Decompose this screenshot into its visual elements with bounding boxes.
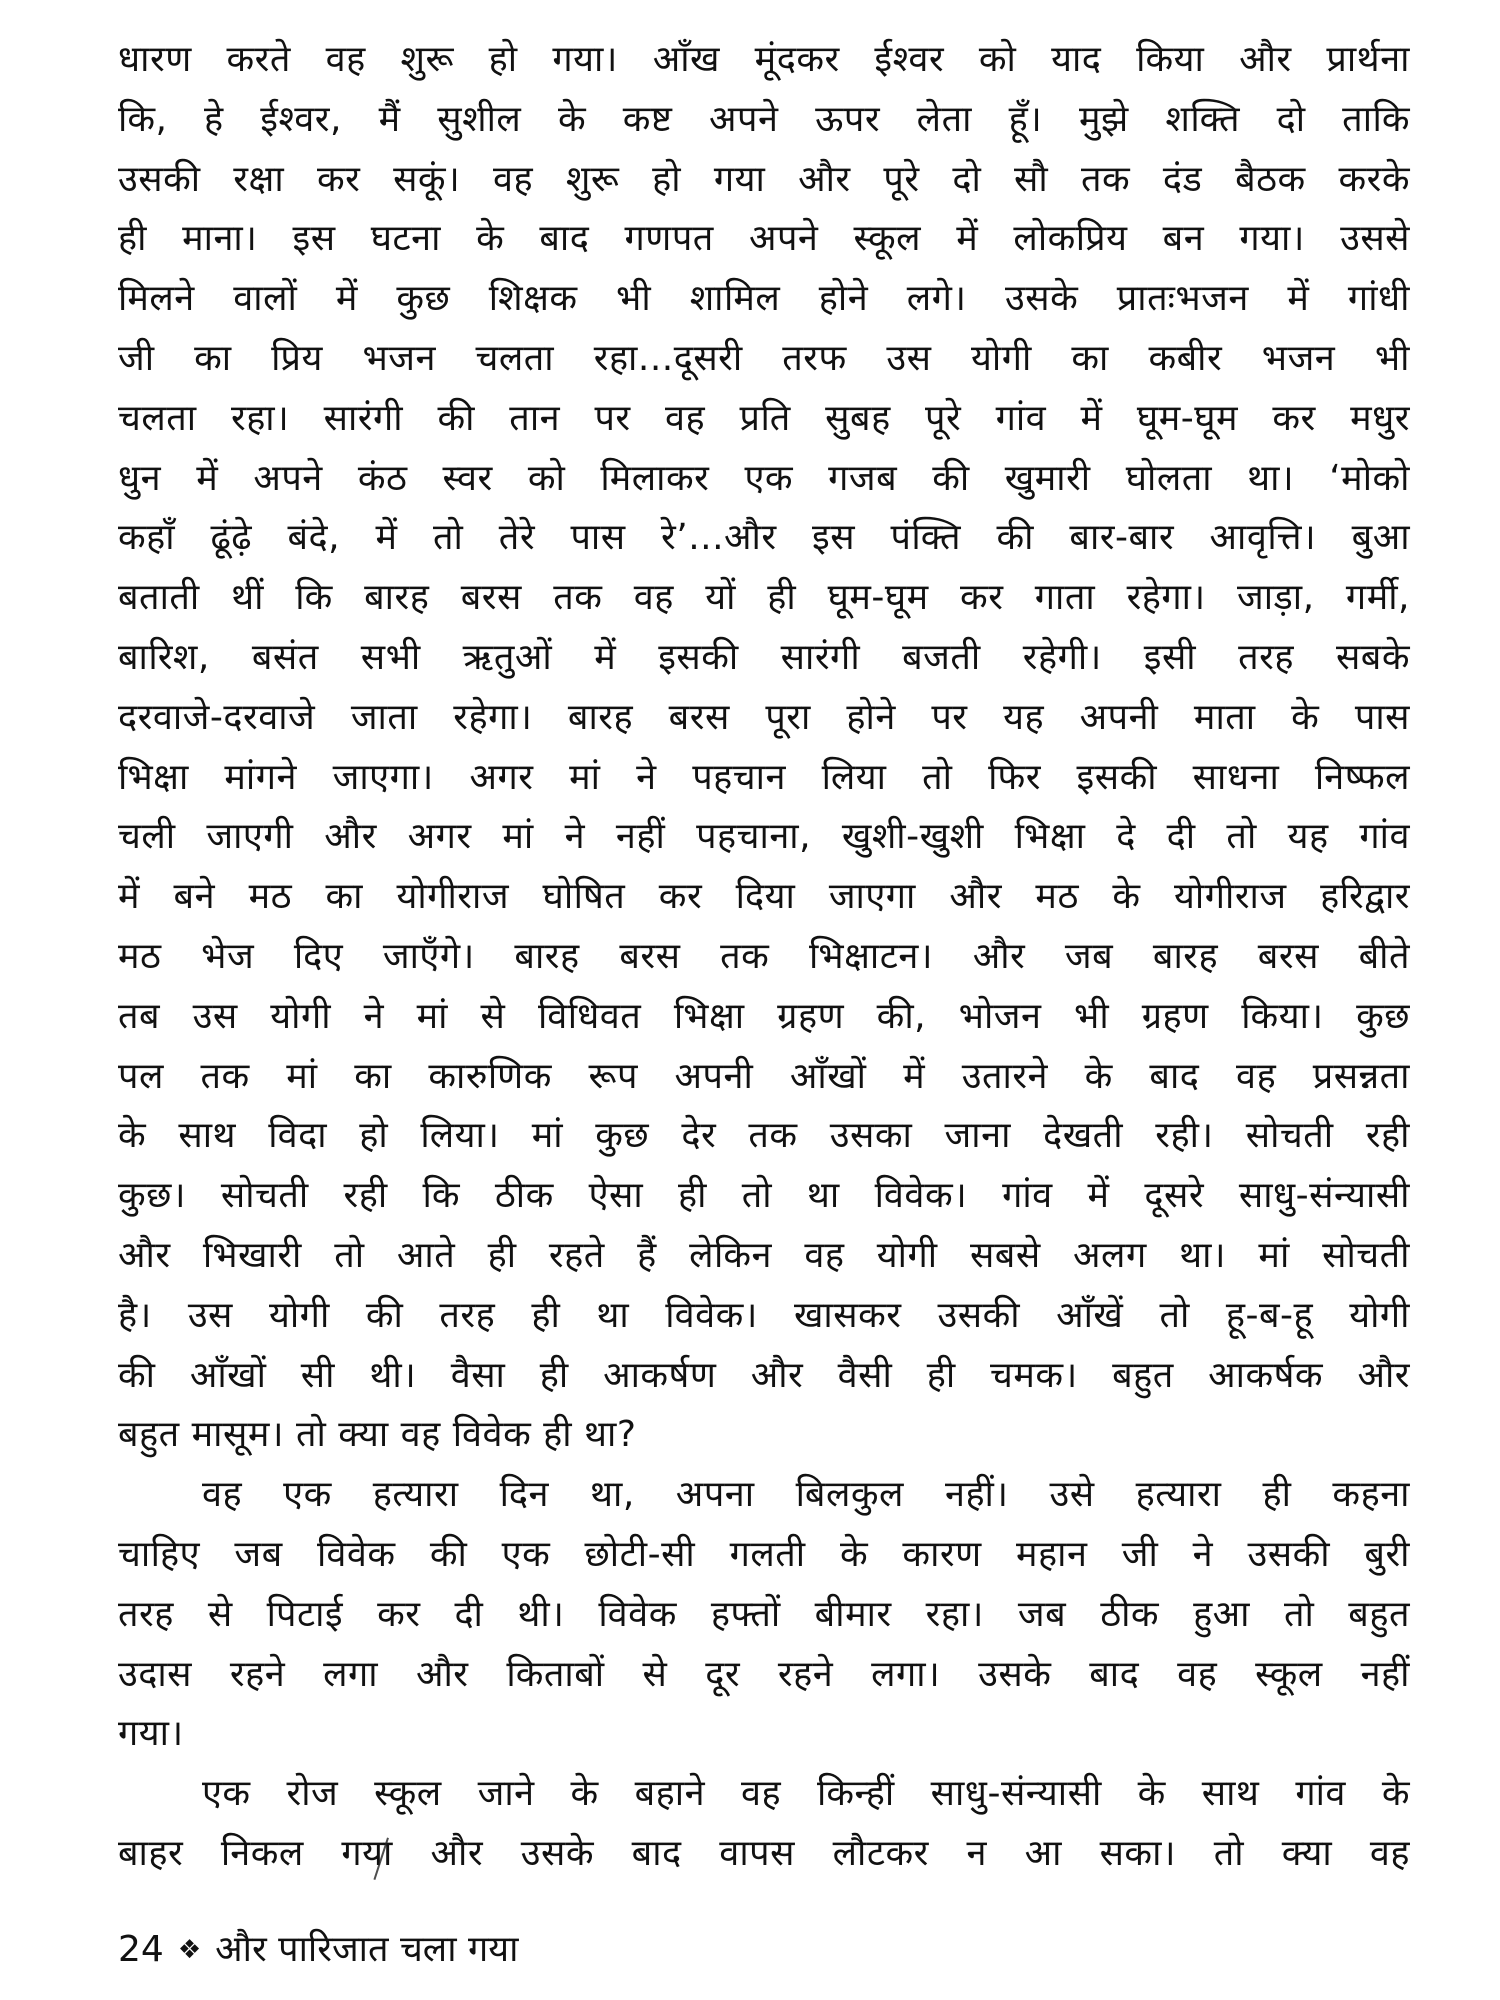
- text-line: और भिखारी तो आते ही रहते हैं लेकिन वह योगी सबसे अलग था। मां सोचती: [118, 1234, 1410, 1276]
- text-line: कहाँ ढूंढ़े बंदे, में तो तेरे पास रे’...और इस पंक्ति की बार-बार आवृत्ति। बुआ: [118, 517, 1410, 559]
- text-line: मिलने वालों में कुछ शिक्षक भी शामिल होने लगे। उसके प्रातःभजन में गांधी: [118, 278, 1410, 320]
- text-line: चली जाएगी और अगर मां ने नहीं पहचाना, खुशी-खुशी भिक्षा दे दी तो यह गांव: [118, 816, 1410, 858]
- text-line: पल तक मां का कारुणिक रूप अपनी आँखों में उतारने के बाद वह प्रसन्नता: [118, 1055, 1410, 1097]
- text-line: मठ भेज दिए जाएँगे। बारह बरस तक भिक्षाटन। और जब बारह बरस बीते: [118, 935, 1410, 977]
- text-line: उसकी रक्षा कर सकूं। वह शुरू हो गया और पूरे दो सौ तक दंड बैठक करके: [118, 158, 1410, 200]
- text-line: तब उस योगी ने मां से विधिवत भिक्षा ग्रहण की, भोजन भी ग्रहण किया। कुछ: [118, 995, 1410, 1037]
- text-line: बताती थीं कि बारह बरस तक वह यों ही घूम-घूम कर गाता रहेगा। जाड़ा, गर्मी,: [118, 577, 1410, 619]
- text-line: भिक्षा मांगने जाएगा। अगर मां ने पहचान लिया तो फिर इसकी साधना निष्फल: [118, 756, 1410, 798]
- text-line: में बने मठ का योगीराज घोषित कर दिया जाएगा और मठ के योगीराज हरिद्वार: [118, 876, 1410, 918]
- text-line: है। उस योगी की तरह ही था विवेक। खासकर उसकी आँखें तो हू-ब-हू योगी: [118, 1294, 1410, 1336]
- text-line: चलता रहा। सारंगी की तान पर वह प्रति सुबह पूरे गांव में घूम-घूम कर मधुर: [118, 397, 1410, 439]
- text-line: बारिश, बसंत सभी ऋतुओं में इसकी सारंगी बजती रहेगी। इसी तरह सबके: [118, 636, 1410, 678]
- document-page: [118, 30, 1410, 2000]
- text-line: कि, हे ईश्वर, मैं सुशील के कष्ट अपने ऊपर लेता हूँ। मुझे शक्ति दो ताकि: [118, 98, 1410, 140]
- page-number: 24: [118, 1929, 164, 1970]
- text-line: वह एक हत्यारा दिन था, अपना बिलकुल नहीं। उसे हत्यारा ही कहना: [202, 1474, 1410, 1516]
- book-title: और पारिजात चला गया: [215, 1929, 519, 1970]
- text-line: जी का प्रिय भजन चलता रहा...दूसरी तरफ उस योगी का कबीर भजन भी: [118, 337, 1410, 379]
- text-line: बाहर निकल गया और उसके बाद वापस लौटकर न आ सका। तो क्या वह: [118, 1832, 1410, 1874]
- text-line: के साथ विदा हो लिया। मां कुछ देर तक उसका जाना देखती रही। सोचती रही: [118, 1115, 1410, 1157]
- text-line: बहुत मासूम। तो क्या वह विवेक ही था?: [118, 1414, 637, 1456]
- text-line: चाहिए जब विवेक की एक छोटी-सी गलती के कारण महान जी ने उसकी बुरी: [118, 1533, 1410, 1575]
- ornament-icon: ❖: [177, 1935, 202, 1965]
- text-line: तरह से पिटाई कर दी थी। विवेक हफ्तों बीमार रहा। जब ठीक हुआ तो बहुत: [118, 1593, 1410, 1635]
- page-footer: [118, 1925, 518, 1975]
- text-line: ही माना। इस घटना के बाद गणपत अपने स्कूल में लोकप्रिय बन गया। उससे: [118, 218, 1410, 260]
- text-line: एक रोज स्कूल जाने के बहाने वह किन्हीं साधु-संन्यासी के साथ गांव के: [202, 1773, 1410, 1815]
- text-line: धारण करते वह शुरू हो गया। आँख मूंदकर ईश्वर को याद किया और प्रार्थना: [118, 39, 1410, 80]
- text-line: दरवाजे-दरवाजे जाता रहेगा। बारह बरस पूरा होने पर यह अपनी माता के पास: [118, 696, 1410, 738]
- text-line: की आँखों सी थी। वैसा ही आकर्षण और वैसी ही चमक। बहुत आकर्षक और: [118, 1354, 1410, 1396]
- text-line: उदास रहने लगा और किताबों से दूर रहने लगा। उसके बाद वह स्कूल नहीं: [118, 1653, 1410, 1695]
- text-line: धुन में अपने कंठ स्वर को मिलाकर एक गजब की खुमारी घोलता था। ‘मोको: [118, 457, 1410, 499]
- text-line: गया।: [118, 1713, 184, 1755]
- body-text: [118, 30, 1410, 1884]
- text-line: कुछ। सोचती रही कि ठीक ऐसा ही तो था विवेक। गांव में दूसरे साधु-संन्यासी: [118, 1175, 1410, 1217]
